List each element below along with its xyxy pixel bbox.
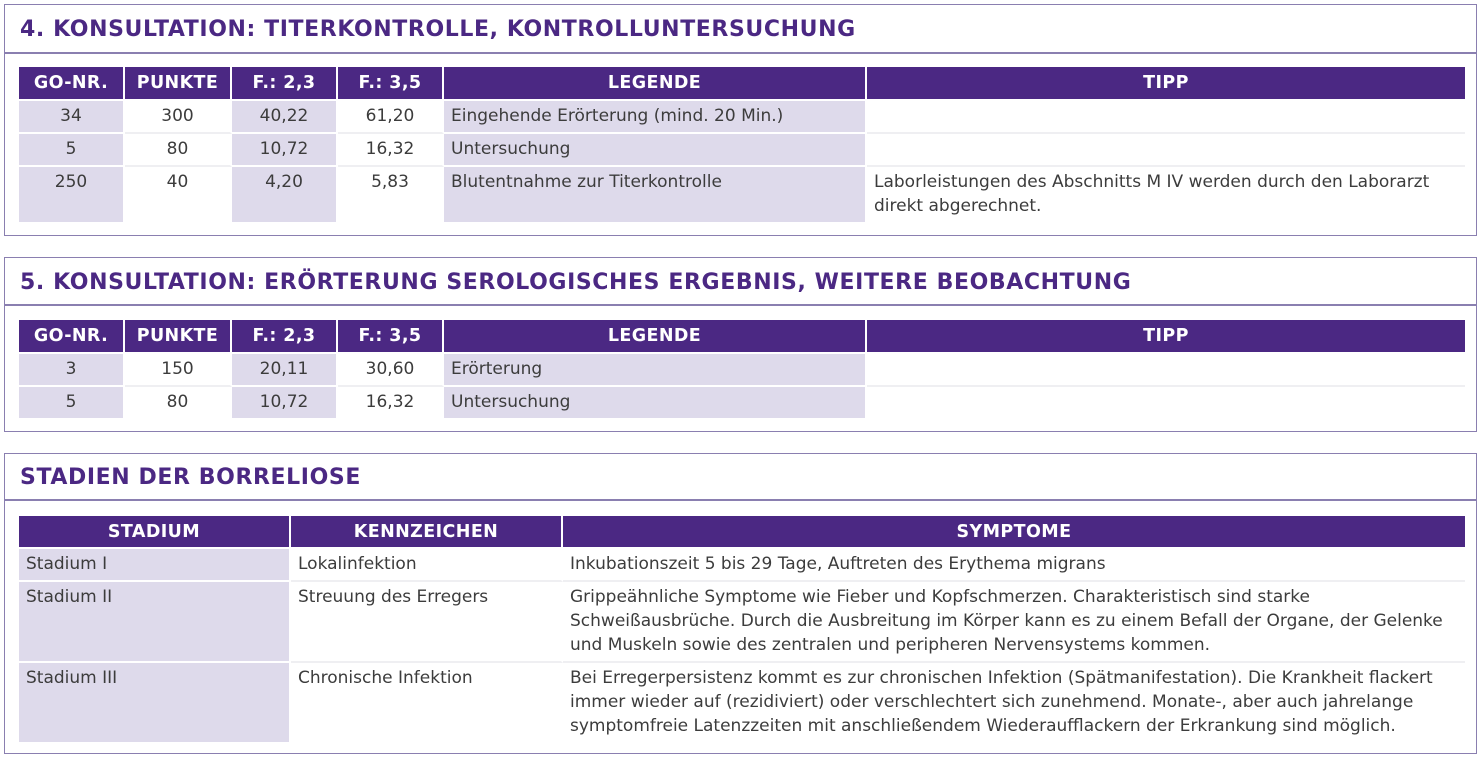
cell-f23: 10,72	[232, 134, 338, 167]
cell-f35: 16,32	[338, 134, 444, 167]
cell-punkte: 300	[125, 101, 232, 134]
col-header-go-nr: GO-NR.	[19, 320, 125, 354]
table-row	[19, 134, 1465, 167]
col-header-punkte: PUNKTE	[125, 67, 232, 101]
col-header-tipp: TIPP	[867, 67, 1465, 101]
cell-f35: 16,32	[338, 387, 444, 420]
cell-legende: Untersuchung	[444, 134, 867, 167]
col-header-punkte: PUNKTE	[125, 320, 232, 354]
stadien-box	[4, 453, 1477, 754]
section-4-box	[4, 4, 1477, 236]
col-header-f23: F.: 2,3	[232, 67, 338, 101]
cell-go-nr: 3	[19, 354, 125, 387]
col-header-symptome: SYMPTOME	[563, 516, 1465, 549]
table-row	[19, 549, 1465, 582]
section-5-box	[4, 257, 1477, 432]
cell-punkte: 150	[125, 354, 232, 387]
cell-tipp	[867, 354, 1465, 387]
col-header-legende: LEGENDE	[444, 67, 867, 101]
table-header-row	[19, 516, 1465, 549]
section-4-table	[19, 67, 1465, 224]
table-row	[19, 582, 1465, 663]
col-header-kennzeichen: KENNZEICHEN	[291, 516, 563, 549]
cell-f23: 10,72	[232, 387, 338, 420]
cell-stadium: Stadium III	[19, 663, 291, 744]
cell-go-nr: 250	[19, 167, 125, 224]
cell-go-nr: 5	[19, 134, 125, 167]
cell-legende: Eingehende Erörterung (mind. 20 Min.)	[444, 101, 867, 134]
cell-go-nr: 5	[19, 387, 125, 420]
cell-f23: 20,11	[232, 354, 338, 387]
cell-tipp: Laborleistungen des Abschnitts M IV werden durch den Laborarzt direkt abgerechnet.	[867, 167, 1465, 224]
cell-symptome: Bei Erregerpersistenz kommt es zur chronischen Infektion (Spätmanifestation). Die Krankheit flackert immer wieder auf (rezidiviert) oder verschlechtert sich zunehmend. Monate-, aber auch jahrelange symptomfreie Latenzzeiten mit anschließendem Wiederaufflackern der Erkrankung sind möglich.	[563, 663, 1465, 744]
cell-stadium: Stadium II	[19, 582, 291, 663]
cell-f35: 61,20	[338, 101, 444, 134]
cell-kennzeichen: Streuung des Erregers	[291, 582, 563, 663]
stadien-table	[19, 516, 1465, 744]
cell-legende: Untersuchung	[444, 387, 867, 420]
cell-tipp	[867, 101, 1465, 134]
cell-punkte: 80	[125, 387, 232, 420]
table-header-row	[19, 320, 1465, 354]
col-header-go-nr: GO-NR.	[19, 67, 125, 101]
table-row	[19, 167, 1465, 224]
col-header-tipp: TIPP	[867, 320, 1465, 354]
cell-legende: Blutentnahme zur Titerkontrolle	[444, 167, 867, 224]
section-4-divider	[5, 52, 1476, 54]
cell-legende: Erörterung	[444, 354, 867, 387]
cell-f35: 5,83	[338, 167, 444, 224]
cell-stadium: Stadium I	[19, 549, 291, 582]
col-header-f23: F.: 2,3	[232, 320, 338, 354]
col-header-f35: F.: 3,5	[338, 320, 444, 354]
cell-symptome: Grippeähnliche Symptome wie Fieber und Kopfschmerzen. Charakteristisch sind starke Schweißausbrüche. Durch die Ausbreitung im Körper kann es zu einem Befall der Organe, der Gelenke und Muskeln sowie des zentralen und peripheren Nervensystems kommen.	[563, 582, 1465, 663]
section-5-table	[19, 320, 1465, 420]
col-header-stadium: STADIUM	[19, 516, 291, 549]
cell-f23: 40,22	[232, 101, 338, 134]
cell-f23: 4,20	[232, 167, 338, 224]
cell-punkte: 40	[125, 167, 232, 224]
stadien-title: STADIEN DER BORRELIOSE	[20, 465, 361, 490]
cell-tipp	[867, 387, 1465, 420]
table-row	[19, 354, 1465, 387]
cell-symptome: Inkubationszeit 5 bis 29 Tage, Auftreten des Erythema migrans	[563, 549, 1465, 582]
section-5-divider	[5, 304, 1476, 306]
col-header-f35: F.: 3,5	[338, 67, 444, 101]
table-row	[19, 101, 1465, 134]
table-row	[19, 663, 1465, 744]
cell-kennzeichen: Lokalinfektion	[291, 549, 563, 582]
cell-go-nr: 34	[19, 101, 125, 134]
table-row	[19, 387, 1465, 420]
section-4-title: 4. KONSULTATION: TITERKONTROLLE, KONTROLLUNTERSUCHUNG	[20, 17, 856, 42]
cell-kennzeichen: Chronische Infektion	[291, 663, 563, 744]
cell-punkte: 80	[125, 134, 232, 167]
table-header-row	[19, 67, 1465, 101]
cell-f35: 30,60	[338, 354, 444, 387]
section-5-title: 5. KONSULTATION: ERÖRTERUNG SEROLOGISCHES ERGEBNIS, WEITERE BEOBACHTUNG	[20, 270, 1132, 295]
stadien-divider	[5, 499, 1476, 501]
col-header-legende: LEGENDE	[444, 320, 867, 354]
cell-tipp	[867, 134, 1465, 167]
